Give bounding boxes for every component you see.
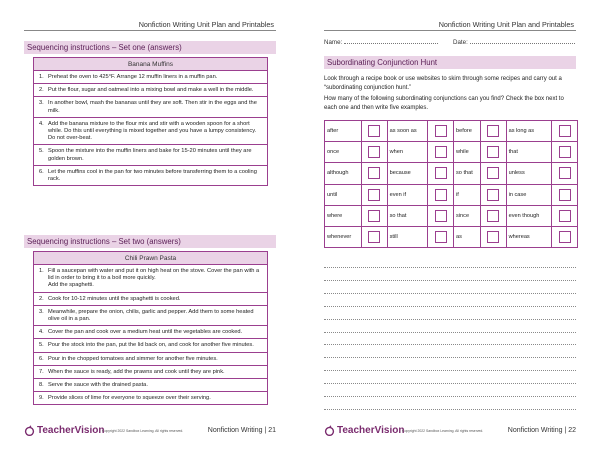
table-row — [325, 142, 578, 163]
checkbox-cell — [552, 121, 578, 142]
recipe-step — [34, 366, 267, 379]
recipe-title: Chili Prawn Pasta — [34, 252, 267, 265]
checkbox-cell — [361, 163, 387, 184]
checkbox-cell — [428, 226, 454, 247]
page-label: Nonfiction Writing | 21 — [207, 427, 276, 434]
writing-line[interactable] — [324, 319, 576, 320]
page-header: Nonfiction Writing Unit Plan and Printables — [138, 20, 274, 29]
conjunction-word: while — [454, 142, 481, 163]
writing-line[interactable] — [324, 370, 576, 371]
writing-line[interactable] — [324, 357, 576, 358]
checkbox[interactable] — [368, 210, 380, 222]
page-footer — [24, 425, 276, 439]
recipe-step — [34, 379, 267, 392]
step-number: 4. — [39, 329, 44, 336]
step-number: 1. — [39, 268, 44, 274]
step-number: 2. — [39, 295, 44, 302]
step-number: 2. — [39, 87, 44, 94]
checkbox-cell — [552, 142, 578, 163]
recipe-step — [34, 326, 267, 339]
name-label: Name: — [324, 39, 343, 46]
step-text: Serve the sauce with the drained pasta. — [48, 382, 148, 389]
checkbox-cell — [361, 184, 387, 205]
checkbox-cell — [428, 184, 454, 205]
instructions-paragraph: How many of the following subordinating conjunctions can you find? Check the box next to each one and then write five examples. — [324, 96, 564, 111]
conjunction-word: unless — [506, 163, 551, 184]
step-number: 9. — [39, 395, 44, 402]
checkbox-cell — [361, 121, 387, 142]
step-text: When the sauce is ready, add the prawns and cook until they are pink. — [48, 368, 225, 375]
conjunction-word: as long as — [506, 121, 551, 142]
checkbox[interactable] — [368, 231, 380, 243]
conjunction-word: in case — [506, 184, 551, 205]
checkbox-cell — [480, 205, 506, 226]
writing-line[interactable] — [324, 293, 576, 294]
step-text: Provide slices of lime for everyone to squeeze over their serving. — [48, 395, 211, 402]
checkbox[interactable] — [487, 210, 499, 222]
step-text: Add the banana mixture to the flour mix and stir with a wooden spoon for a short while. Do this until everything is mixed together and you have a lumpy consistency. Do not over-beat. — [48, 120, 257, 142]
checkbox-cell — [480, 163, 506, 184]
date-label: Date: — [453, 39, 468, 46]
recipe-step — [34, 306, 267, 326]
recipe-step — [34, 166, 267, 185]
right-page — [300, 0, 600, 450]
writing-line[interactable] — [324, 280, 576, 281]
step-number: 6. — [39, 355, 44, 362]
conjunction-word: when — [387, 142, 427, 163]
step-number: 7. — [39, 368, 44, 375]
recipe-step — [34, 118, 267, 146]
conjunction-word: whereas — [506, 226, 551, 247]
conjunction-word: since — [454, 205, 481, 226]
step-number: 3. — [39, 308, 44, 315]
step-text: Meanwhile, prepare the onion, chilis, garlic and pepper. Add them to some heated olive oil in a pan. — [48, 308, 254, 323]
checkbox-cell — [480, 226, 506, 247]
conjunction-word: even though — [506, 205, 551, 226]
checkbox[interactable] — [435, 231, 447, 243]
table-row — [325, 121, 578, 142]
date-line — [470, 38, 575, 44]
step-number: 8. — [39, 382, 44, 389]
step-number: 1. — [39, 74, 44, 80]
checkbox[interactable] — [487, 146, 499, 158]
step-number: 3. — [39, 100, 44, 107]
recipe-steps — [34, 71, 267, 185]
conjunction-word: once — [325, 142, 362, 163]
checkbox-cell — [480, 121, 506, 142]
section-heading: Subordinating Conjunction Hunt — [324, 56, 576, 69]
apple-icon — [324, 425, 335, 436]
writing-line[interactable] — [324, 344, 576, 345]
conjunction-word: even if — [387, 184, 427, 205]
checkbox[interactable] — [368, 189, 380, 201]
logo-text: TeacherVision — [37, 425, 105, 436]
checkbox-cell — [428, 163, 454, 184]
step-number: 5. — [39, 148, 44, 155]
writing-line[interactable] — [324, 306, 576, 307]
conjunction-word: after — [325, 121, 362, 142]
section-heading: Sequencing instructions – Set two (answers) — [24, 235, 276, 248]
step-number: 4. — [39, 120, 44, 127]
checkbox[interactable] — [435, 189, 447, 201]
recipe-step — [34, 84, 267, 97]
page-footer — [324, 425, 576, 439]
checkbox[interactable] — [368, 125, 380, 137]
table-row — [325, 205, 578, 226]
checkbox-cell — [428, 205, 454, 226]
writing-line[interactable] — [324, 332, 576, 333]
section-heading: Sequencing instructions – Set one (answers) — [24, 41, 276, 54]
step-text: Preheat the oven to 425°F. Arrange 12 muffin liners in a muffin pan. — [48, 74, 218, 80]
checkbox-cell — [480, 184, 506, 205]
step-text: Spoon the mixture into the muffin liners and bake for 15-20 minutes until they are golden brown. — [48, 148, 252, 162]
conjunction-word: so that — [387, 205, 427, 226]
conjunction-word: where — [325, 205, 362, 226]
conjunction-word: because — [387, 163, 427, 184]
page-header: Nonfiction Writing Unit Plan and Printables — [438, 20, 574, 29]
conjunction-word: as soon as — [387, 121, 427, 142]
step-number: 5. — [39, 342, 44, 349]
recipe-step — [34, 145, 267, 165]
step-number: 6. — [39, 168, 44, 175]
recipe-step — [34, 71, 267, 84]
checkbox[interactable] — [559, 210, 571, 222]
step-text: Pour the stock into the pan, put the lid back on, and cook for another five minutes. — [48, 342, 254, 349]
teachervision-logo — [324, 425, 404, 436]
recipe-steps — [34, 265, 267, 404]
writing-line[interactable] — [324, 267, 576, 268]
checkbox[interactable] — [487, 125, 499, 137]
page-label: Nonfiction Writing | 22 — [507, 427, 576, 434]
checkbox-cell — [428, 121, 454, 142]
conjunction-word: so that — [454, 163, 481, 184]
apple-icon — [24, 425, 35, 436]
recipe-box-chili-prawn-pasta — [33, 251, 268, 405]
step-text: Cook for 10-12 minutes until the spaghetti is cooked. — [48, 295, 181, 302]
recipe-step — [34, 339, 267, 352]
header-rule — [324, 30, 576, 31]
checkbox[interactable] — [487, 189, 499, 201]
step-text: Put the flour, sugar and oatmeal into a mixing bowl and make a well in the middle. — [48, 87, 254, 94]
step-text: Pour in the chopped tomatoes and simmer for another five minutes. — [48, 355, 218, 362]
copyright-text: Copyright 2022 Sandbox Learning. All rights reserved. — [402, 429, 484, 433]
step-text: Fill a saucepan with water and put it on high heat on the stove. Cover the pan with a lid in order to bring it to a boil more quickly. Add the spaghetti. — [48, 268, 260, 289]
checkbox[interactable] — [559, 125, 571, 137]
checkbox-cell — [361, 226, 387, 247]
checkbox[interactable] — [487, 231, 499, 243]
copyright-text: Copyright 2022 Sandbox Learning. All rights reserved. — [102, 429, 184, 433]
writing-line[interactable] — [324, 409, 576, 410]
conjunction-word: as — [454, 226, 481, 247]
conjunction-table — [324, 120, 578, 248]
recipe-step — [34, 265, 267, 293]
name-line — [344, 38, 438, 44]
checkbox[interactable] — [435, 210, 447, 222]
recipe-box-banana-muffins — [33, 57, 268, 186]
checkbox[interactable] — [435, 125, 447, 137]
recipe-title: Banana Muffins — [34, 58, 267, 71]
checkbox[interactable] — [559, 189, 571, 201]
checkbox[interactable] — [559, 146, 571, 158]
checkbox[interactable] — [368, 146, 380, 158]
recipe-step — [34, 353, 267, 366]
conjunction-word: although — [325, 163, 362, 184]
checkbox[interactable] — [559, 231, 571, 243]
checkbox-cell — [552, 163, 578, 184]
checkbox-cell — [552, 226, 578, 247]
checkbox[interactable] — [435, 146, 447, 158]
checkbox[interactable] — [559, 167, 571, 179]
conjunction-word: that — [506, 142, 551, 163]
checkbox-cell — [361, 142, 387, 163]
conjunction-word: still — [387, 226, 427, 247]
recipe-step — [34, 392, 267, 404]
date-field[interactable] — [453, 38, 575, 46]
checkbox-cell — [480, 142, 506, 163]
header-rule — [24, 30, 276, 31]
checkbox[interactable] — [368, 167, 380, 179]
conjunction-word: before — [454, 121, 481, 142]
step-text: In another bowl, mash the bananas until they are soft. Then stir in the eggs and the milk. — [48, 100, 257, 114]
checkbox-cell — [552, 205, 578, 226]
table-row — [325, 226, 578, 247]
intro-paragraph: Look through a recipe book or use websites to skim through some recipes and carry out a “subordinating conjunction hunt.” — [324, 76, 562, 91]
step-text: Cover the pan and cook over a medium heat until the vegetables are cooked. — [48, 329, 243, 336]
checkbox-cell — [428, 142, 454, 163]
teachervision-logo — [24, 425, 104, 436]
checkbox-cell — [361, 205, 387, 226]
writing-line[interactable] — [324, 383, 576, 384]
checkbox[interactable] — [487, 167, 499, 179]
conjunction-word: whenever — [325, 226, 362, 247]
checkbox[interactable] — [435, 167, 447, 179]
recipe-step — [34, 97, 267, 117]
checkbox-cell — [552, 184, 578, 205]
name-field[interactable] — [324, 38, 438, 46]
logo-text: TeacherVision — [337, 425, 405, 436]
recipe-step — [34, 293, 267, 306]
conjunction-word: until — [325, 184, 362, 205]
writing-line[interactable] — [324, 396, 576, 397]
conjunction-word: if — [454, 184, 481, 205]
table-row — [325, 184, 578, 205]
step-text: Let the muffins cool in the pan for two minutes before transferring them to a cooling rack. — [48, 168, 257, 183]
table-row — [325, 163, 578, 184]
